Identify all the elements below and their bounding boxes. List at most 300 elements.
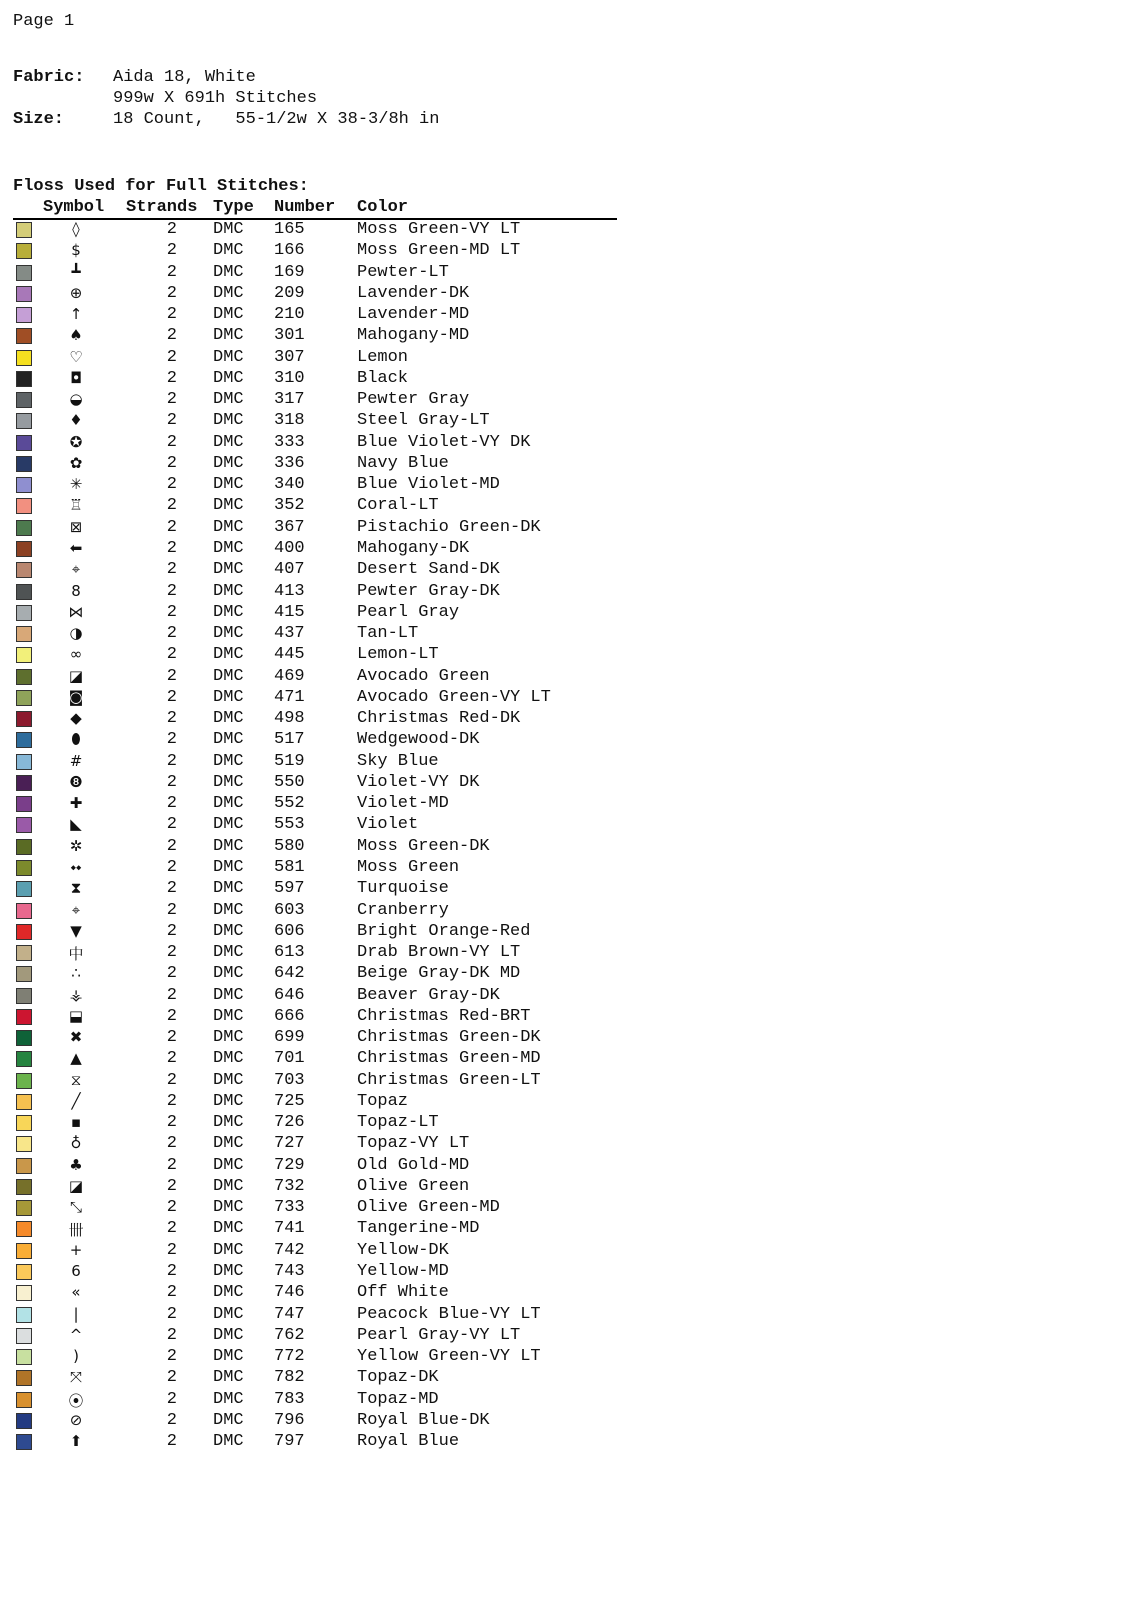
- number-cell: 762: [274, 1325, 305, 1345]
- table-row: [13, 1006, 617, 1027]
- color-swatch: [16, 1307, 32, 1323]
- table-row: [13, 1282, 617, 1303]
- table-row: [13, 900, 617, 921]
- color-swatch: [16, 754, 32, 770]
- header-symbol: Symbol: [43, 198, 105, 217]
- table-row: [13, 240, 617, 261]
- color-name-cell: Lemon-LT: [357, 645, 439, 665]
- table-row: [13, 602, 617, 623]
- strands-cell: 2: [166, 985, 177, 1005]
- number-cell: 340: [274, 475, 305, 495]
- symbol-cell: +: [69, 1240, 83, 1259]
- symbol-cell: ): [73, 1347, 79, 1366]
- table-row: [13, 1048, 617, 1069]
- color-swatch: [16, 903, 32, 919]
- color-name-cell: Coral-LT: [357, 496, 439, 516]
- color-swatch: [16, 1094, 32, 1110]
- number-cell: 783: [274, 1389, 305, 1409]
- color-swatch: [16, 1264, 32, 1280]
- type-cell: DMC: [213, 368, 244, 388]
- number-cell: 307: [274, 347, 305, 367]
- color-name-cell: Mahogany-MD: [357, 326, 470, 346]
- color-name-cell: Pewter-LT: [357, 262, 449, 282]
- color-swatch: [16, 732, 32, 748]
- symbol-cell: 6: [71, 1262, 81, 1281]
- color-name-cell: Christmas Green-DK: [357, 1028, 541, 1048]
- color-swatch: [16, 1243, 32, 1259]
- number-cell: 367: [274, 517, 305, 537]
- color-swatch: [16, 1158, 32, 1174]
- color-name-cell: Christmas Green-LT: [357, 1070, 541, 1090]
- symbol-cell: ↑: [69, 305, 83, 324]
- table-row: [13, 1431, 617, 1452]
- strands-cell: 2: [166, 1389, 177, 1409]
- table-row: [13, 410, 617, 431]
- color-name-cell: Olive Green: [357, 1176, 470, 1196]
- type-cell: DMC: [213, 432, 244, 452]
- header-type: Type: [213, 198, 254, 217]
- strands-cell: 2: [166, 432, 177, 452]
- color-swatch: [16, 1392, 32, 1408]
- strands-cell: 2: [166, 1325, 177, 1345]
- type-cell: DMC: [213, 560, 244, 580]
- strands-cell: 2: [166, 581, 177, 601]
- strands-cell: 2: [166, 1283, 177, 1303]
- table-row: [13, 347, 617, 368]
- color-name-cell: Violet-MD: [357, 794, 449, 814]
- strands-cell: 2: [166, 624, 177, 644]
- symbol-cell: ✿: [69, 453, 83, 472]
- number-cell: 796: [274, 1410, 305, 1430]
- number-cell: 703: [274, 1070, 305, 1090]
- type-cell: DMC: [213, 1262, 244, 1282]
- symbol-cell: ◊: [72, 220, 80, 238]
- color-swatch: [16, 1030, 32, 1046]
- type-cell: DMC: [213, 1410, 244, 1430]
- strands-cell: 2: [166, 687, 177, 707]
- color-swatch: [16, 1051, 32, 1067]
- strands-cell: 2: [166, 1304, 177, 1324]
- color-swatch: [16, 350, 32, 366]
- color-swatch: [16, 222, 32, 238]
- color-name-cell: Pearl Gray-VY LT: [357, 1325, 521, 1345]
- table-row: [13, 1112, 617, 1133]
- color-name-cell: Mahogany-DK: [357, 538, 470, 558]
- strands-cell: 2: [166, 390, 177, 410]
- table-row: [13, 474, 617, 495]
- symbol-cell: ⬅: [69, 538, 83, 557]
- type-cell: DMC: [213, 1325, 244, 1345]
- color-name-cell: Pewter Gray: [357, 390, 470, 410]
- number-cell: 580: [274, 836, 305, 856]
- type-cell: DMC: [213, 1134, 244, 1154]
- color-name-cell: Tangerine-MD: [357, 1219, 480, 1239]
- strands-cell: 2: [166, 1432, 177, 1452]
- symbol-cell: |: [73, 1304, 79, 1323]
- color-name-cell: Moss Green-DK: [357, 836, 490, 856]
- number-cell: 772: [274, 1347, 305, 1367]
- number-cell: 613: [274, 943, 305, 963]
- table-row: [13, 857, 617, 878]
- color-swatch: [16, 456, 32, 472]
- type-cell: DMC: [213, 581, 244, 601]
- color-name-cell: Avocado Green: [357, 666, 490, 686]
- type-cell: DMC: [213, 1283, 244, 1303]
- color-name-cell: Navy Blue: [357, 453, 449, 473]
- strands-cell: 2: [166, 1176, 177, 1196]
- type-cell: DMC: [213, 772, 244, 792]
- number-cell: 552: [274, 794, 305, 814]
- strands-cell: 2: [166, 241, 177, 261]
- type-cell: DMC: [213, 347, 244, 367]
- strands-cell: 2: [166, 1070, 177, 1090]
- symbol-cell: ┻: [71, 262, 81, 281]
- type-cell: DMC: [213, 879, 244, 899]
- type-cell: DMC: [213, 390, 244, 410]
- type-cell: DMC: [213, 326, 244, 346]
- symbol-cell: ⋈: [68, 602, 84, 621]
- color-name-cell: Cranberry: [357, 900, 449, 920]
- symbol-cell: ⬩⬩: [70, 857, 82, 876]
- table-row: [13, 1133, 617, 1154]
- color-swatch: [16, 477, 32, 493]
- table-row: [13, 1027, 617, 1048]
- table-row: [13, 623, 617, 644]
- color-swatch: [16, 605, 32, 621]
- symbol-cell: ⤧: [69, 1368, 82, 1387]
- color-name-cell: Christmas Green-MD: [357, 1049, 541, 1069]
- number-cell: 352: [274, 496, 305, 516]
- strands-cell: 2: [166, 411, 177, 431]
- color-name-cell: Sky Blue: [357, 751, 439, 771]
- color-swatch: [16, 924, 32, 940]
- table-row: [13, 581, 617, 602]
- number-cell: 699: [274, 1028, 305, 1048]
- table-row: [13, 453, 617, 474]
- table-row: [13, 559, 617, 580]
- color-swatch: [16, 584, 32, 600]
- number-cell: 209: [274, 283, 305, 303]
- color-swatch: [16, 392, 32, 408]
- strands-cell: 2: [166, 262, 177, 282]
- table-row: [13, 921, 617, 942]
- strands-cell: 2: [166, 815, 177, 835]
- strands-cell: 2: [166, 1347, 177, 1367]
- color-name-cell: Royal Blue: [357, 1432, 460, 1452]
- color-name-cell: Bright Orange-Red: [357, 921, 531, 941]
- strands-cell: 2: [166, 538, 177, 558]
- type-cell: DMC: [213, 751, 244, 771]
- color-name-cell: Yellow Green-VY LT: [357, 1347, 541, 1367]
- type-cell: DMC: [213, 1198, 244, 1218]
- color-swatch: [16, 1200, 32, 1216]
- number-cell: 469: [274, 666, 305, 686]
- table-row: [13, 836, 617, 857]
- number-cell: 310: [274, 368, 305, 388]
- table-row: [13, 1155, 617, 1176]
- number-cell: 166: [274, 241, 305, 261]
- number-cell: 317: [274, 390, 305, 410]
- type-cell: DMC: [213, 517, 244, 537]
- type-cell: DMC: [213, 1176, 244, 1196]
- type-cell: DMC: [213, 857, 244, 877]
- color-swatch: [16, 839, 32, 855]
- color-name-cell: Moss Green: [357, 857, 460, 877]
- type-cell: DMC: [213, 1304, 244, 1324]
- header-number: Number: [274, 198, 336, 217]
- color-name-cell: Avocado Green-VY LT: [357, 687, 551, 707]
- strands-cell: 2: [166, 772, 177, 792]
- number-cell: 400: [274, 538, 305, 558]
- table-row: [13, 283, 617, 304]
- type-cell: DMC: [213, 985, 244, 1005]
- symbol-cell: «: [71, 1283, 81, 1302]
- color-name-cell: Moss Green-MD LT: [357, 241, 521, 261]
- size-line: [13, 110, 439, 129]
- color-name-cell: Lavender-MD: [357, 305, 470, 325]
- table-row: [13, 666, 617, 687]
- table-row: [13, 963, 617, 984]
- number-cell: 210: [274, 305, 305, 325]
- strands-cell: 2: [166, 283, 177, 303]
- number-cell: 732: [274, 1176, 305, 1196]
- type-cell: DMC: [213, 836, 244, 856]
- table-row: [13, 1367, 617, 1388]
- strands-cell: 2: [166, 1006, 177, 1026]
- color-name-cell: Christmas Red-BRT: [357, 1006, 531, 1026]
- number-cell: 797: [274, 1432, 305, 1452]
- table-row: [13, 729, 617, 750]
- symbol-cell: ⬆: [69, 1432, 83, 1451]
- table-row: [13, 1346, 617, 1367]
- color-swatch: [16, 881, 32, 897]
- number-cell: 318: [274, 411, 305, 431]
- color-name-cell: Steel Gray-LT: [357, 411, 490, 431]
- table-row: [13, 1410, 617, 1431]
- color-name-cell: Beige Gray-DK MD: [357, 964, 521, 984]
- color-name-cell: Old Gold-MD: [357, 1155, 470, 1175]
- color-swatch: [16, 711, 32, 727]
- number-cell: 445: [274, 645, 305, 665]
- table-row: [13, 814, 617, 835]
- color-name-cell: Desert Sand-DK: [357, 560, 500, 580]
- color-swatch: [16, 413, 32, 429]
- symbol-cell: ◘: [70, 368, 82, 387]
- symbol-cell: ◪: [68, 1176, 84, 1195]
- color-name-cell: Beaver Gray-DK: [357, 985, 500, 1005]
- strands-cell: 2: [166, 347, 177, 367]
- symbol-cell: ♁: [70, 1134, 82, 1153]
- symbol-cell: ▪: [70, 1113, 82, 1132]
- strands-cell: 2: [166, 305, 177, 325]
- symbol-cell: ✪: [69, 432, 83, 451]
- header-color: Color: [357, 198, 409, 217]
- type-cell: DMC: [213, 1347, 244, 1367]
- symbol-cell: ⤡: [69, 1198, 82, 1217]
- type-cell: DMC: [213, 220, 244, 239]
- number-cell: 550: [274, 772, 305, 792]
- strands-cell: 2: [166, 794, 177, 814]
- symbol-cell: ♡: [69, 347, 83, 366]
- strands-cell: 2: [166, 1262, 177, 1282]
- color-swatch: [16, 1179, 32, 1195]
- color-swatch: [16, 328, 32, 344]
- type-cell: DMC: [213, 262, 244, 282]
- type-cell: DMC: [213, 241, 244, 261]
- table-row: [13, 517, 617, 538]
- color-swatch: [16, 562, 32, 578]
- strands-cell: 2: [166, 900, 177, 920]
- number-cell: 519: [274, 751, 305, 771]
- type-cell: DMC: [213, 730, 244, 750]
- color-name-cell: Topaz: [357, 1091, 409, 1111]
- number-cell: 413: [274, 581, 305, 601]
- number-cell: 581: [274, 857, 305, 877]
- color-name-cell: Christmas Red-DK: [357, 709, 521, 729]
- table-row: [13, 1304, 617, 1325]
- color-swatch: [16, 945, 32, 961]
- type-cell: DMC: [213, 964, 244, 984]
- table-row: [13, 1091, 617, 1112]
- strands-cell: 2: [166, 368, 177, 388]
- color-name-cell: Violet-VY DK: [357, 772, 480, 792]
- table-row: [13, 219, 617, 240]
- type-cell: DMC: [213, 921, 244, 941]
- color-name-cell: Topaz-MD: [357, 1389, 439, 1409]
- number-cell: 437: [274, 624, 305, 644]
- number-cell: 336: [274, 453, 305, 473]
- symbol-cell: ◒: [69, 390, 83, 409]
- color-name-cell: Wedgewood-DK: [357, 730, 480, 750]
- number-cell: 606: [274, 921, 305, 941]
- color-name-cell: Yellow-DK: [357, 1240, 449, 1260]
- type-cell: DMC: [213, 794, 244, 814]
- strands-cell: 2: [166, 1091, 177, 1111]
- type-cell: DMC: [213, 666, 244, 686]
- color-swatch: [16, 966, 32, 982]
- strands-cell: 2: [166, 1368, 177, 1388]
- number-cell: 517: [274, 730, 305, 750]
- strands-cell: 2: [166, 1410, 177, 1430]
- color-swatch: [16, 371, 32, 387]
- number-cell: 415: [274, 602, 305, 622]
- symbol-cell: ♖: [69, 496, 83, 515]
- strands-cell: 2: [166, 475, 177, 495]
- type-cell: DMC: [213, 1389, 244, 1409]
- symbol-cell: ⊕: [69, 283, 83, 302]
- symbol-cell: ⦿: [68, 1391, 84, 1410]
- table-row: [13, 432, 617, 453]
- strands-cell: 2: [166, 1219, 177, 1239]
- color-swatch: [16, 498, 32, 514]
- number-cell: 333: [274, 432, 305, 452]
- symbol-cell: ⌖: [71, 560, 81, 579]
- symbol-cell: 中: [68, 945, 84, 964]
- symbol-cell: $: [71, 241, 81, 260]
- number-cell: 733: [274, 1198, 305, 1218]
- type-cell: DMC: [213, 1240, 244, 1260]
- type-cell: DMC: [213, 1219, 244, 1239]
- number-cell: 743: [274, 1262, 305, 1282]
- color-swatch: [16, 1073, 32, 1089]
- type-cell: DMC: [213, 305, 244, 325]
- color-swatch: [16, 1413, 32, 1429]
- fabric-value: Aida 18, White: [113, 68, 256, 87]
- strands-cell: 2: [166, 879, 177, 899]
- symbol-cell: ✳: [69, 475, 83, 494]
- color-name-cell: Lemon: [357, 347, 409, 367]
- symbol-cell: 8: [71, 581, 81, 600]
- table-row: [13, 1197, 617, 1218]
- table-row: [13, 1261, 617, 1282]
- table-row: [13, 325, 617, 346]
- number-cell: 603: [274, 900, 305, 920]
- symbol-cell: ◆: [70, 709, 82, 728]
- table-row: [13, 1389, 617, 1410]
- symbol-cell: ◪: [68, 666, 84, 685]
- color-name-cell: Pewter Gray-DK: [357, 581, 500, 601]
- number-cell: 782: [274, 1368, 305, 1388]
- table-row: [13, 878, 617, 899]
- type-cell: DMC: [213, 900, 244, 920]
- strands-cell: 2: [166, 1155, 177, 1175]
- color-swatch: [16, 796, 32, 812]
- color-name-cell: Yellow-MD: [357, 1262, 449, 1282]
- number-cell: 726: [274, 1113, 305, 1133]
- floss-table: [13, 219, 617, 1452]
- strands-cell: 2: [166, 517, 177, 537]
- table-row: [13, 304, 617, 325]
- fabric-line: [13, 68, 256, 87]
- number-cell: 498: [274, 709, 305, 729]
- table-row: [13, 495, 617, 516]
- color-swatch: [16, 1221, 32, 1237]
- color-name-cell: Olive Green-MD: [357, 1198, 500, 1218]
- strands-cell: 2: [166, 326, 177, 346]
- color-name-cell: Black: [357, 368, 409, 388]
- table-row: [13, 772, 617, 793]
- symbol-cell: ✚: [69, 794, 83, 813]
- symbol-cell: ◑: [69, 624, 83, 643]
- type-cell: DMC: [213, 1070, 244, 1090]
- color-name-cell: Blue Violet-VY DK: [357, 432, 531, 452]
- number-cell: 169: [274, 262, 305, 282]
- type-cell: DMC: [213, 709, 244, 729]
- table-row: [13, 644, 617, 665]
- strands-cell: 2: [166, 1028, 177, 1048]
- strands-cell: 2: [166, 730, 177, 750]
- symbol-cell: ⬮: [71, 730, 81, 749]
- table-row: [13, 1325, 617, 1346]
- size-value: 18 Count, 55-1/2w X 38-3/8h in: [113, 110, 440, 129]
- number-cell: 597: [274, 879, 305, 899]
- color-name-cell: Topaz-DK: [357, 1368, 439, 1388]
- strands-cell: 2: [166, 1134, 177, 1154]
- color-swatch: [16, 1136, 32, 1152]
- type-cell: DMC: [213, 1049, 244, 1069]
- symbol-cell: ⧖: [70, 1070, 82, 1089]
- type-cell: DMC: [213, 496, 244, 516]
- number-cell: 701: [274, 1049, 305, 1069]
- symbol-cell: ▲: [70, 1049, 82, 1068]
- table-row: [13, 368, 617, 389]
- color-swatch: [16, 1328, 32, 1344]
- type-cell: DMC: [213, 1432, 244, 1452]
- table-row: [13, 389, 617, 410]
- strands-cell: 2: [166, 709, 177, 729]
- strands-cell: 2: [166, 857, 177, 877]
- type-cell: DMC: [213, 943, 244, 963]
